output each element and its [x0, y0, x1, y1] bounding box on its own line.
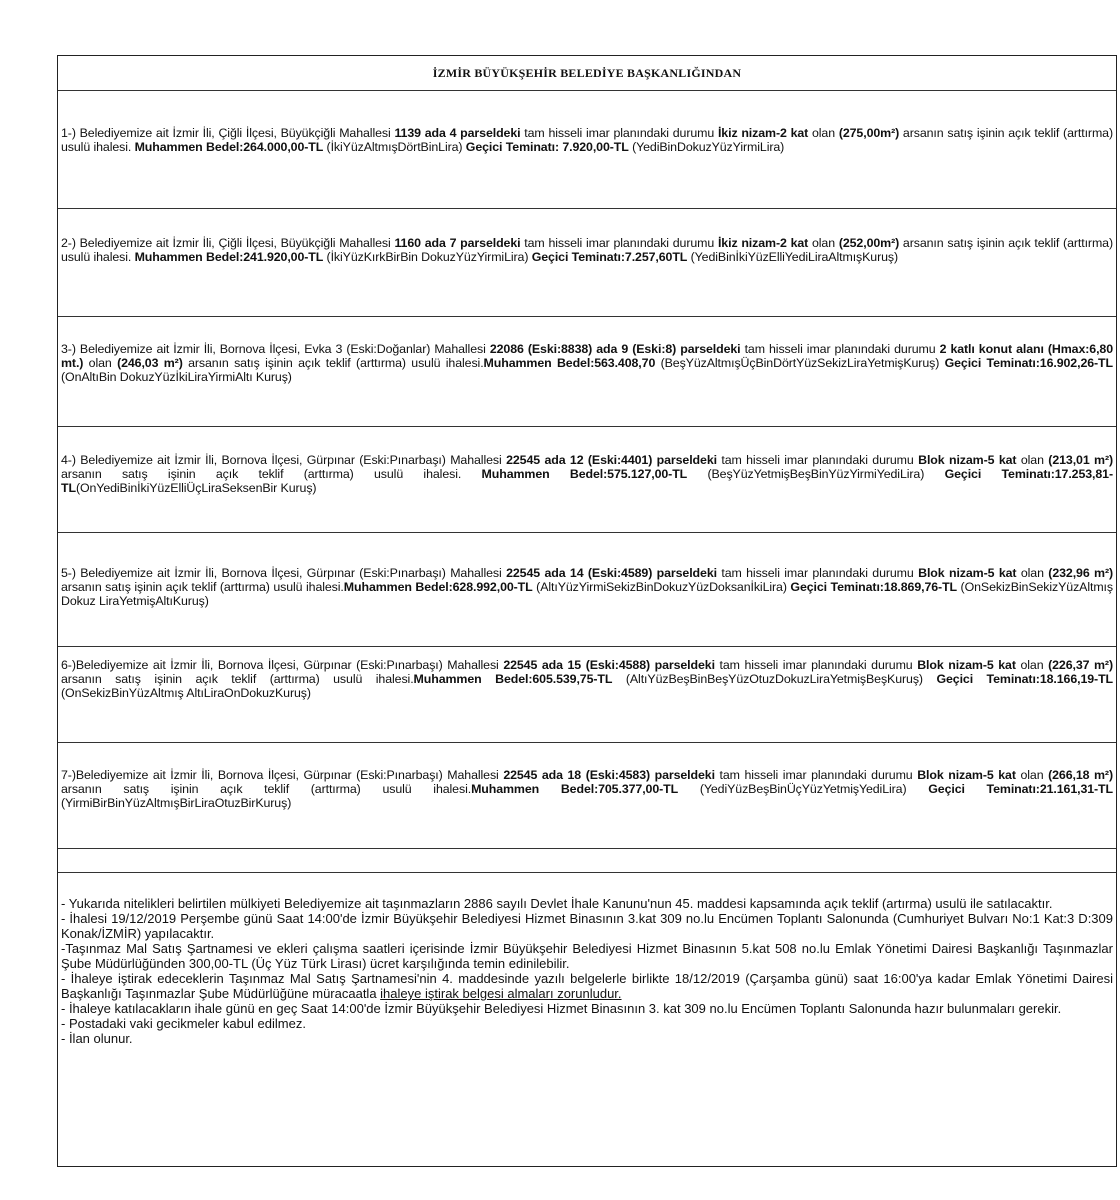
- note: [61, 971, 1113, 1001]
- item-area: (213,01 m²): [1048, 453, 1114, 467]
- listing-item-7: [61, 768, 1113, 810]
- item-lead: 7-)Belediyemize ait İzmir İli, Bornova İlçesi, Gürpınar (Eski:Pınarbaşı) Mahallesi: [61, 768, 504, 782]
- item-deposit: Geçici Teminatı:18.166,19-TL: [936, 672, 1114, 686]
- item-text: arsanın satış işinin açık teklif (arttırma) usulü ihalesi.: [61, 126, 1113, 154]
- divider: [58, 646, 1116, 647]
- note: -Taşınmaz Mal Satış Şartnamesi ve ekleri çalışma saatleri içerisinde İzmir Büyükşehir Belediyesi Hizmet Binasının 5.kat 508 no.lu Emlak Yönetimi Dairesi Başkanlığı Taşınmazlar Şube Müdürlüğünden 300,00-TL (Üç Yüz Türk Lirası) ücret karşılığında temin edinilebilir.: [61, 941, 1113, 971]
- announcement-notes: [61, 896, 1113, 1046]
- item-zoning: İkiz nizam-2 kat: [717, 126, 809, 140]
- announcement-title: İZMİR BÜYÜKŞEHİR BELEDİYE BAŞKANLIĞINDAN: [432, 66, 742, 80]
- item-price-words: (BeşYüzYetmişBeşBinYüzYirmiYediLira): [687, 467, 945, 481]
- divider: [58, 848, 1116, 849]
- item-text: olan: [1016, 566, 1049, 580]
- item-zoning: Blok nizam-5 kat: [917, 658, 1016, 672]
- item-price: Muhammen Bedel:605.539,75-TL: [413, 672, 613, 686]
- item-parcel: 22545 ada 12 (Eski:4401) parseldeki: [506, 453, 717, 467]
- item-deposit-words: (OnAltıBin DokuzYüzİkiLiraYirmiAltı Kuruş): [61, 370, 292, 384]
- item-text: olan: [1015, 768, 1049, 782]
- item-deposit-words: (OnSekizBinSekizYüzAltmış Dokuz LiraYetmişAltıKuruş): [61, 580, 1113, 608]
- item-text: tam hisseli imar planındaki durumu: [520, 236, 718, 250]
- item-deposit: Geçici Teminatı:17.253,81-TL: [61, 467, 1113, 495]
- item-text: tam hisseli imar planındaki durumu: [740, 342, 940, 356]
- listing-item-4: [61, 453, 1113, 495]
- divider: [58, 532, 1116, 533]
- item-price-words: (BeşYüzAltmışÜçBinDörtYüzSekizLiraYetmişKuruş): [655, 356, 945, 370]
- divider: [58, 872, 1116, 873]
- item-parcel: 1139 ada 4 parseldeki: [394, 126, 521, 140]
- item-area: (226,37 m²): [1048, 658, 1113, 672]
- item-price-words: (AltıYüzBeşBinBeşYüzOtuzDokuzLiraYetmişBeşKuruş): [612, 672, 937, 686]
- item-text: arsanın satış işinin açık teklif (arttırma) usulü ihalesi.: [61, 782, 472, 796]
- item-deposit-words: (OnYediBinİkiYüzElliÜçLiraSeksenBir Kuruş): [75, 481, 317, 495]
- item-deposit: Geçici Teminatı:18.869,76-TL: [790, 580, 958, 594]
- note-underlined-text: ihaleye iştirak belgesi almaları zorunludur.: [380, 986, 622, 1001]
- item-zoning: Blok nizam-5 kat: [918, 453, 1017, 467]
- note-text: - İhaleye iştirak edeceklerin Taşınmaz Mal Satış Şartnamesi'nin 4. maddesinde yazılı belgelerle birlikte 18/12/2019 (Çarşamba günü) saat 16:00'ya kadar Emlak Yönetimi Dairesi Başkanlığı Taşınmazlar Şube Müdürlüğüne müracaatla: [61, 971, 1113, 1001]
- item-deposit: Geçici Teminatı: 7.920,00-TL: [465, 140, 629, 154]
- item-price-words: (İkiYüzAltmışDörtBinLira): [323, 140, 466, 154]
- divider: [58, 316, 1116, 317]
- item-lead: 4-) Belediyemize ait İzmir İli, Bornova İlçesi, Gürpınar (Eski:Pınarbaşı) Mahallesi: [61, 453, 507, 467]
- announcement-frame: [57, 55, 1117, 1167]
- item-text: tam hisseli imar planındaki durumu: [714, 658, 918, 672]
- item-text: arsanın satış işinin açık teklif (arttırma) usulü ihalesi.: [61, 467, 482, 481]
- divider: [58, 426, 1116, 427]
- item-parcel: 22086 (Eski:8838) ada 9 (Eski:8) parseldeki: [489, 342, 741, 356]
- item-text: olan: [83, 356, 118, 370]
- item-price: Muhammen Bedel:705.377,00-TL: [471, 782, 679, 796]
- item-zoning: Blok nizam-5 kat: [918, 566, 1017, 580]
- item-lead: 5-) Belediyemize ait İzmir İli, Bornova İlçesi, Gürpınar (Eski:Pınarbaşı) Mahallesi: [61, 566, 507, 580]
- item-area: (246,03 m²): [117, 356, 183, 370]
- item-price: Muhammen Bedel:241.920,00-TL: [134, 250, 324, 264]
- listing-item-5: [61, 566, 1113, 608]
- item-text: tam hisseli imar planındaki durumu: [716, 566, 919, 580]
- item-area: (232,96 m²): [1048, 566, 1114, 580]
- item-parcel: 1160 ada 7 parseldeki: [394, 236, 521, 250]
- item-price: Muhammen Bedel:563.408,70: [483, 356, 656, 370]
- note: - İhalesi 19/12/2019 Perşembe günü Saat 14:00'de İzmir Büyükşehir Belediyesi Hizmet Binasının 3.kat 309 no.lu Encümen Toplantı Salonunda (Cumhuriyet Bulvarı No:1 Kat:3 D:309 Konak/İZMİR) yapılacaktır.: [61, 911, 1113, 941]
- item-text: olan: [808, 236, 839, 250]
- note: - Postadaki vaki gecikmeler kabul edilmez.: [61, 1016, 306, 1031]
- item-price-words: (YediYüzBeşBinÜçYüzYetmişYediLira): [678, 782, 929, 796]
- item-text: tam hisseli imar planındaki durumu: [716, 453, 919, 467]
- item-deposit: Geçici Teminatı:16.902,26-TL: [944, 356, 1113, 370]
- listing-item-6: [61, 658, 1113, 700]
- item-parcel: 22545 ada 14 (Eski:4589) parseldeki: [506, 566, 717, 580]
- item-area: (275,00m²): [838, 126, 900, 140]
- item-parcel: 22545 ada 18 (Eski:4583) parseldeki: [503, 768, 715, 782]
- divider: [58, 208, 1116, 209]
- item-deposit-words: (OnSekizBinYüzAltmış AltıLiraOnDokuzKuruş): [61, 686, 311, 700]
- item-text: olan: [1016, 453, 1049, 467]
- item-price-words: (AltıYüzYirmiSekizBinDokuzYüzDoksanİkiLira): [532, 580, 791, 594]
- item-deposit: Geçici Teminatı:21.161,31-TL: [928, 782, 1113, 796]
- listing-item-3: [61, 342, 1113, 384]
- item-area: (266,18 m²): [1048, 768, 1113, 782]
- item-lead: 1-) Belediyemize ait İzmir İli, Çiğli İlçesi, Büyükçiğli Mahallesi: [61, 126, 395, 140]
- item-price: Muhammen Bedel:628.992,00-TL: [343, 580, 533, 594]
- item-deposit-words: (YediBinİkiYüzElliYediLiraAltmışKuruş): [687, 250, 899, 264]
- item-zoning: 2 katlı konut alanı (Hmax:6,80 mt.): [61, 342, 1114, 370]
- item-text: arsanın satış işinin açık teklif (arttırma) usulü ihalesi.: [61, 580, 344, 594]
- item-lead: 6-)Belediyemize ait İzmir İli, Bornova İlçesi, Gürpınar (Eski:Pınarbaşı) Mahallesi: [61, 658, 504, 672]
- item-zoning: Blok nizam-5 kat: [917, 768, 1016, 782]
- item-lead: 2-) Belediyemize ait İzmir İli, Çiğli İlçesi, Büyükçiğli Mahallesi: [61, 236, 395, 250]
- item-text: arsanın satış işinin açık teklif (arttırma) usulü ihalesi.: [61, 672, 414, 686]
- item-text: tam hisseli imar planındaki durumu: [714, 768, 918, 782]
- item-text: arsanın satış işinin açık teklif (arttırma) usulü ihalesi.: [182, 356, 484, 370]
- item-price-words: (İkiYüzKırkBirBin DokuzYüzYirmiLira): [323, 250, 532, 264]
- item-deposit: Geçici Teminatı:7.257,60TL: [531, 250, 688, 264]
- item-text: olan: [1015, 658, 1049, 672]
- item-parcel: 22545 ada 15 (Eski:4588) parseldeki: [503, 658, 715, 672]
- item-deposit-words: (YirmiBirBinYüzAltmışBirLiraOtuzBirKuruş): [61, 796, 292, 810]
- listing-item-1: [61, 126, 1113, 154]
- item-text: arsanın satış işinin açık teklif (arttırma) usulü ihalesi.: [61, 236, 1113, 264]
- item-lead: 3-) Belediyemize ait İzmir İli, Bornova İlçesi, Evka 3 (Eski:Doğanlar) Mahallesi: [61, 342, 490, 356]
- note: - İhaleye katılacakların ihale günü en geç Saat 14:00'de İzmir Büyükşehir Belediyesi Hizmet Binasının 3. kat 309 no.lu Encümen Toplantı Salonunda hazır bulunmaları gerekir.: [61, 1001, 1062, 1016]
- item-area: (252,00m²): [838, 236, 900, 250]
- item-text: olan: [808, 126, 839, 140]
- divider: [58, 742, 1116, 743]
- listing-item-2: [61, 236, 1113, 264]
- item-deposit-words: (YediBinDokuzYüzYirmiLira): [628, 140, 785, 154]
- note: - Yukarıda nitelikleri belirtilen mülkiyeti Belediyemize ait taşınmazların 2886 sayılı Devlet İhale Kanunu'nun 45. maddesi kapsamında açık teklif (artırma) usulü ile satılacaktır.: [61, 896, 1053, 911]
- item-zoning: İkiz nizam-2 kat: [717, 236, 809, 250]
- item-text: tam hisseli imar planındaki durumu: [520, 126, 718, 140]
- divider: [58, 90, 1116, 91]
- item-price: Muhammen Bedel:575.127,00-TL: [481, 467, 688, 481]
- note: - İlan olunur.: [61, 1031, 133, 1046]
- item-price: Muhammen Bedel:264.000,00-TL: [134, 140, 324, 154]
